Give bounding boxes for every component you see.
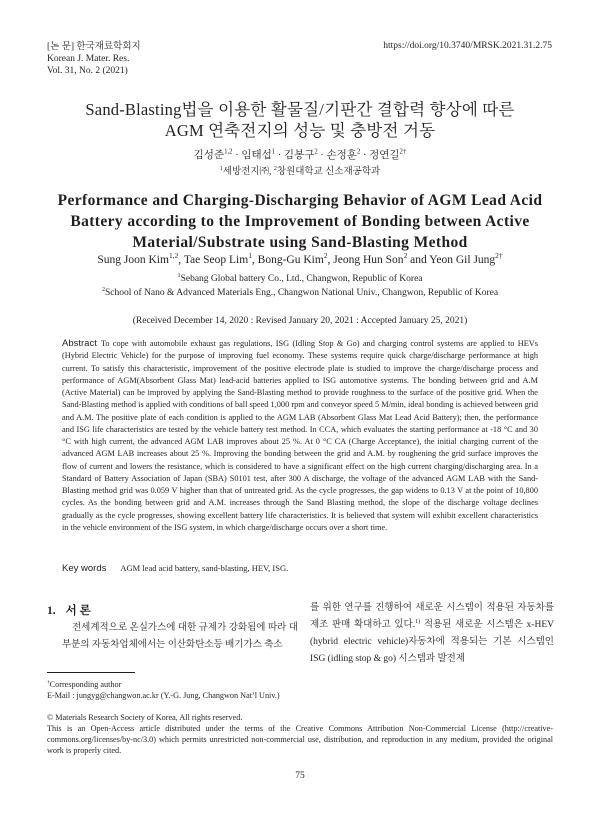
abstract-text-part1: To cope with automobile exhaust gas regulations, ISG (Idling Stop & Go) and charging control systems are applied to HEVs (Hybrid Electric Vehicle) for the purpose of improving fuel economy. These systems require quick charge/discharge performance at high current. To satisfy this characteristic, improvement of the positive electrode plate is studied to improve the charge/discharge process and performance of AGM(Absorbent Glass Mat) lead-acid batteries applied to ISG automotive systems. The bonding between grid and A.M (Active Material) can be improved by applying the Sand-Blasting method to provide roughness to the surface of the positive grid. When the Sand-Blasting method is applied with conditions of ball speed 1,000 rpm and conveyor speed 5 M/min, ideal bonding is achieved between grid and A.M. The positive plate of each condition is applied to the AGM LAB (Absorbent Glass Mat Lead Acid Battery); then, the performance and ISG life characteristics are tested by the vehicle battery test method. In CCA, which evaluates the starting performance at -18 [62,339,538,434]
korean-title [40,99,560,141]
affil-mark: 1 [177,272,181,279]
english-title-line3: Material/Substrate using Sand-Blasting Method [132,234,468,251]
corresponding-email[interactable]: E-Mail : jungyg@changwon.ac.kr (Y.-G. Jung, Changwon Nat’l Univ.) [47,691,280,700]
author-affil-mark: 2 [314,148,318,156]
korean-authors [40,147,560,162]
author-affil-mark: 2† [399,148,407,156]
korean-affiliations [40,163,560,177]
affiliation-2 [30,287,570,301]
author-name: Sung Joon Kim [97,254,169,266]
abstract-text-part4: CA (Charge Acceptance), the initial charging current of the advanced AGM LAB increases about 25 %. Improving the bonding between the grid and A.M. by roughening the grid surface improves the flow of current and lowers the resistance, which is considered to have a significant effect on the high current charging/discharging area. In a Standard of Battery Association of Japan (SBA) S0101 test, after 300 A discharge, the voltage of the advanced AGM LAB with the Sand-Blasting method grid was 0.059 V higher than that of untreated grid. As the cycle progresses, the gap widens to 0.13 V at the point of 10,800 cycles. As the bonding between grid and A.M. increases through the Sand Blasting method, the slope of the discharge voltage declines gradually as the cycle progresses, showing excellent battery life characteristics. It is believed that system will exhibit excellent characteristics in the vehicle environment of the ISG system, in which charge/discharge occurs over a short time. [62,437,538,532]
english-title-line2: Battery according to the Improvement of Bonding between Active [70,213,530,230]
author-name: 임태섭 [241,150,272,161]
unit-symbol: °C [503,424,513,434]
abstract-text-part3: with high current, the advanced AGM LAB improves about 25 %. At 0 [70,437,323,446]
corresponding-label: Corresponding author [49,680,122,689]
author-separator: · [317,150,327,161]
journal-name-english: Korean J. Mater. Res. [47,54,130,64]
korean-title-line2: AGM 연축전지의 성능 및 충방전 거동 [164,121,436,140]
affil-mark: 2 [101,286,106,293]
abstract-label: Abstract [62,338,97,349]
author-separator: · [360,150,370,161]
footnote-divider [47,672,135,673]
author-affil-mark: 2 [356,148,361,156]
doi-link[interactable]: https://doi.org/10.3740/MRSK.2021.31.2.75 [383,41,552,51]
author-name: Yeon Gil Jung [429,254,496,266]
keywords-text: AGM lead acid battery, sand-blasting, HEV, ISG. [120,563,289,573]
body-column-left [62,620,298,654]
journal-name-korean: [논 문] 한국재료학회지 [47,42,141,52]
author-name: 김봉구 [283,150,315,161]
keywords [62,563,538,574]
author-affil-mark: 2 [323,251,328,261]
body-column-right [310,600,554,668]
body-paragraph: 를 위한 연구를 진행하여 새로운 시스템이 적용된 자동차를 제조 판매 확대하고 있다. [310,603,554,630]
section-number: 1. [47,605,56,617]
english-affiliations [30,273,570,300]
author-separator: · [275,150,284,161]
journal-header [47,41,141,77]
author-affil-mark: 1 [248,251,252,261]
author-affil-mark: 1 [271,148,276,156]
english-title [30,190,570,253]
author-name: 손정훈 [326,150,357,161]
author-separator: · [232,150,242,161]
body-paragraph: 적용된 새로운 시스템은 x-HEV (hybrid electric vehicle)자동차에 적용되는 기본 시스템인 ISG (idling stop & go) 시스템과 발전제 [310,620,554,664]
english-authors: Sung Joon Kim$^{1,2}$, Tae Seop Lim$^1$, Bong-Gu Kim$^2$, Jeong Hun Son$^2$ and Yeon Gil Jung$^{2\dagger}$ [97,251,503,266]
section-heading [47,602,91,618]
author-affil-mark: 2 [403,251,408,261]
copyright-line: © Materials Research Society of Korea, All rights reserved. [47,713,243,722]
affil-text: School of Nano & Advanced Materials Eng., Changwon National Univ., Changwon, Republic of Korea [105,287,499,298]
page-number: 75 [295,771,305,781]
license-text: This is an Open-Access article distributed under the terms of the Creative Commons Attribution Non-Commercial License (http://creative-commons.org/licenses/by-nc/3.0) which permits unrestricted non-commercial use, distribution, and reproduction in any medium, provided the original work is properly cited. [47,724,553,755]
reference-mark[interactable]: 1) [415,618,421,625]
affil-mark: 1 [219,165,223,172]
korean-title-line1: Sand-Blasting법을 이용한 활물질/기판간 결합력 향상에 따른 [85,100,515,119]
author-affil-mark: 2† [495,251,503,261]
author-name: 정연길 [369,150,400,161]
received-dates: (Received December 14, 2020 : Revised January 20, 2021 : Accepted January 25, 2021) [132,316,468,326]
affiliation-1 [30,273,570,287]
dagger-mark: † [47,679,50,686]
affil-mark: 2 [273,165,277,172]
copyright-notice [47,712,553,756]
abstract-text-part2: and 30 [512,424,538,434]
affil-text: Sebang Global battery Co., Ltd., Changwon, Republic of Korea [180,274,423,284]
keywords-label: Key words [62,563,107,574]
author-name: Tae Seop Lim [183,254,249,266]
affil-text: 세방전지㈜, [222,167,274,177]
author-affil-mark: 1,2 [168,251,179,261]
abstract [62,338,538,534]
author-name: 김성준 [193,150,225,161]
english-title-line1: Performance and Charging-Discharging Behavior of AGM Lead Acid [57,192,543,209]
corresponding-author-note [47,679,280,701]
section-title: 서 론 [65,605,91,617]
author-name: Bong-Gu Kim [257,254,324,266]
author-affil-mark: 1,2 [224,148,233,156]
unit-symbol: °C [62,437,71,446]
author-name: Jeong Hun Son [333,254,404,266]
affil-text: 창원대학교 신소재공학과 [276,167,381,177]
body-paragraph: 전세계적으로 온실가스에 대한 규제가 강화됨에 따라 대부분의 자동차업체에서는 이산화탄소등 배기가스 축소 [62,623,298,650]
journal-volume: Vol. 31, No. 2 (2021) [47,66,128,76]
unit-symbol: °C [322,437,332,446]
